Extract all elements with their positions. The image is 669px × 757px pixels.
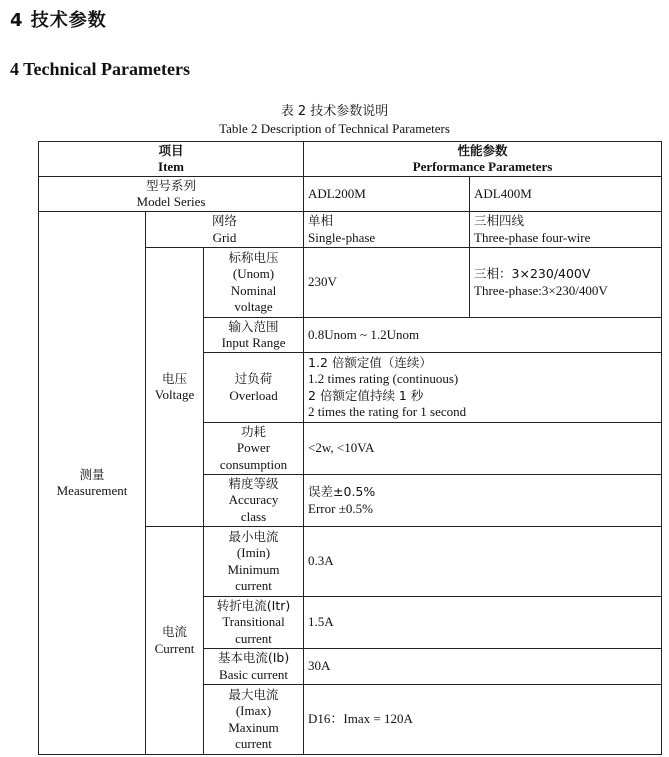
- transitional-current-l1: 转折电流(Itr): [216, 597, 291, 613]
- performance-header-en: Performance Parameters: [412, 159, 553, 174]
- grid-cn: 网络: [212, 213, 238, 228]
- measurement-cn: 测量: [79, 466, 105, 482]
- power-consumption-cn: 功耗: [241, 423, 267, 439]
- voltage-en: Voltage: [154, 387, 195, 402]
- measurement-en: Measurement: [56, 483, 128, 498]
- overload-cn: 过负荷: [234, 371, 273, 386]
- overload-value-cell: [304, 353, 662, 423]
- accuracy-class-l3: class: [240, 508, 267, 524]
- transitional-current-l3: current: [235, 630, 272, 646]
- nominal-voltage-l4: voltage: [234, 299, 273, 314]
- accuracy-class-v1: 误差±0.5%: [308, 484, 376, 499]
- maximum-current-l3: Maxinum: [228, 719, 279, 735]
- overload-v1: 1.2 倍额定值（连续）: [308, 354, 432, 370]
- accuracy-class-l2: Accuracy: [228, 492, 279, 508]
- power-consumption-value: <2w, <10VA: [304, 423, 662, 475]
- voltage-label-cell: [146, 248, 204, 527]
- grid-adl200-en: Single-phase: [308, 229, 376, 245]
- power-consumption-l3: consumption: [219, 456, 288, 472]
- minimum-current-value: 0.3A: [304, 527, 662, 597]
- grid-row: [39, 212, 662, 248]
- grid-adl400-cn: 三相四线: [474, 213, 525, 228]
- nominal-voltage-label-cell: [204, 248, 304, 318]
- overload-en: Overload: [229, 387, 278, 403]
- minimum-current-l4: current: [235, 578, 272, 593]
- input-range-value: 0.8Unom ~ 1.2Unom: [304, 318, 662, 353]
- minimum-current-l3: Minimum: [227, 561, 280, 577]
- overload-v3: 2 倍额定值持续 1 秒: [308, 387, 424, 403]
- overload-v2: 1.2 times rating (continuous): [308, 371, 459, 386]
- minimum-current-l2: (Imin): [236, 545, 271, 560]
- model-series-cn: 型号系列: [146, 177, 197, 193]
- item-header-en: Item: [158, 159, 185, 174]
- basic-current-l2: Basic current: [219, 666, 288, 682]
- model-series-label-cell: [39, 177, 304, 212]
- basic-current-l1: 基本电流(Ib): [217, 650, 290, 665]
- nominal-voltage-adl200: 230V: [304, 248, 470, 318]
- maximum-current-l4: current: [235, 736, 272, 751]
- model-adl400m: ADL400M: [470, 177, 662, 212]
- maximum-current-l2: (Imax): [235, 703, 272, 718]
- measurement-label-cell: [39, 212, 146, 755]
- transitional-current-value: 1.5A: [304, 597, 662, 649]
- grid-en: Grid: [212, 229, 237, 245]
- current-en: Current: [154, 640, 195, 656]
- grid-adl200-cn: 单相: [308, 213, 334, 228]
- table-caption-en: Table 2 Description of Technical Parameters: [219, 121, 450, 136]
- performance-header-cell: [304, 142, 662, 177]
- current-cn: 电流: [161, 624, 187, 639]
- transitional-current-l2: Transitional: [222, 614, 285, 630]
- overload-label-cell: [204, 353, 304, 423]
- item-header-cn: 项目: [158, 142, 184, 158]
- section-heading-cn: 4 技术参数: [10, 10, 107, 31]
- nominal-voltage-adl400-en: Three-phase:3×230/400V: [474, 282, 608, 298]
- section-heading-en: 4 Technical Parameters: [10, 59, 190, 79]
- nominal-voltage-l1: 标称电压: [228, 249, 279, 265]
- power-consumption-l2: Power: [236, 440, 271, 456]
- minimum-current-label-cell: [204, 527, 304, 597]
- nominal-voltage-adl400-cell: [470, 248, 662, 318]
- input-range-en: Input Range: [221, 335, 286, 350]
- current-label-cell: [146, 527, 204, 755]
- model-series-en: Model Series: [136, 194, 206, 209]
- voltage-cn: 电压: [161, 370, 187, 386]
- nominal-voltage-l2: (Unom): [232, 266, 275, 281]
- technical-parameters-table: [38, 141, 662, 755]
- model-adl200m: ADL200M: [304, 177, 470, 212]
- nominal-voltage-adl400-cn: 三相：3×230/400V: [474, 266, 591, 281]
- overload-v4: 2 times the rating for 1 second: [308, 404, 467, 419]
- basic-current-value: 30A: [304, 649, 662, 685]
- accuracy-class-label-cell: [204, 475, 304, 527]
- basic-current-label-cell: [204, 649, 304, 685]
- grid-adl400-en: Three-phase four-wire: [474, 229, 591, 245]
- performance-header-cn: 性能参数: [457, 142, 508, 158]
- power-consumption-label-cell: [204, 423, 304, 475]
- maximum-current-label-cell: [204, 685, 304, 755]
- transitional-current-label-cell: [204, 597, 304, 649]
- item-header-cell: [39, 142, 304, 177]
- minimum-current-l1: 最小电流: [228, 528, 279, 544]
- grid-adl400-cell: [470, 212, 662, 248]
- maximum-current-l1: 最大电流: [228, 686, 279, 702]
- grid-label-cell: [146, 212, 304, 248]
- accuracy-class-v2: Error ±0.5%: [308, 500, 373, 516]
- maximum-current-value: D16：Imax = 120A: [304, 685, 662, 755]
- input-range-cn: 输入范围: [228, 318, 279, 334]
- accuracy-class-value-cell: [304, 475, 662, 527]
- input-range-label-cell: [204, 318, 304, 353]
- accuracy-class-cn: 精度等级: [228, 475, 279, 491]
- table-caption-cn: 表 2 技术参数说明: [280, 104, 389, 119]
- model-series-row: [39, 177, 662, 212]
- table-header-row: [39, 142, 662, 177]
- grid-adl200-cell: [304, 212, 470, 248]
- nominal-voltage-l3: Nominal: [230, 282, 277, 298]
